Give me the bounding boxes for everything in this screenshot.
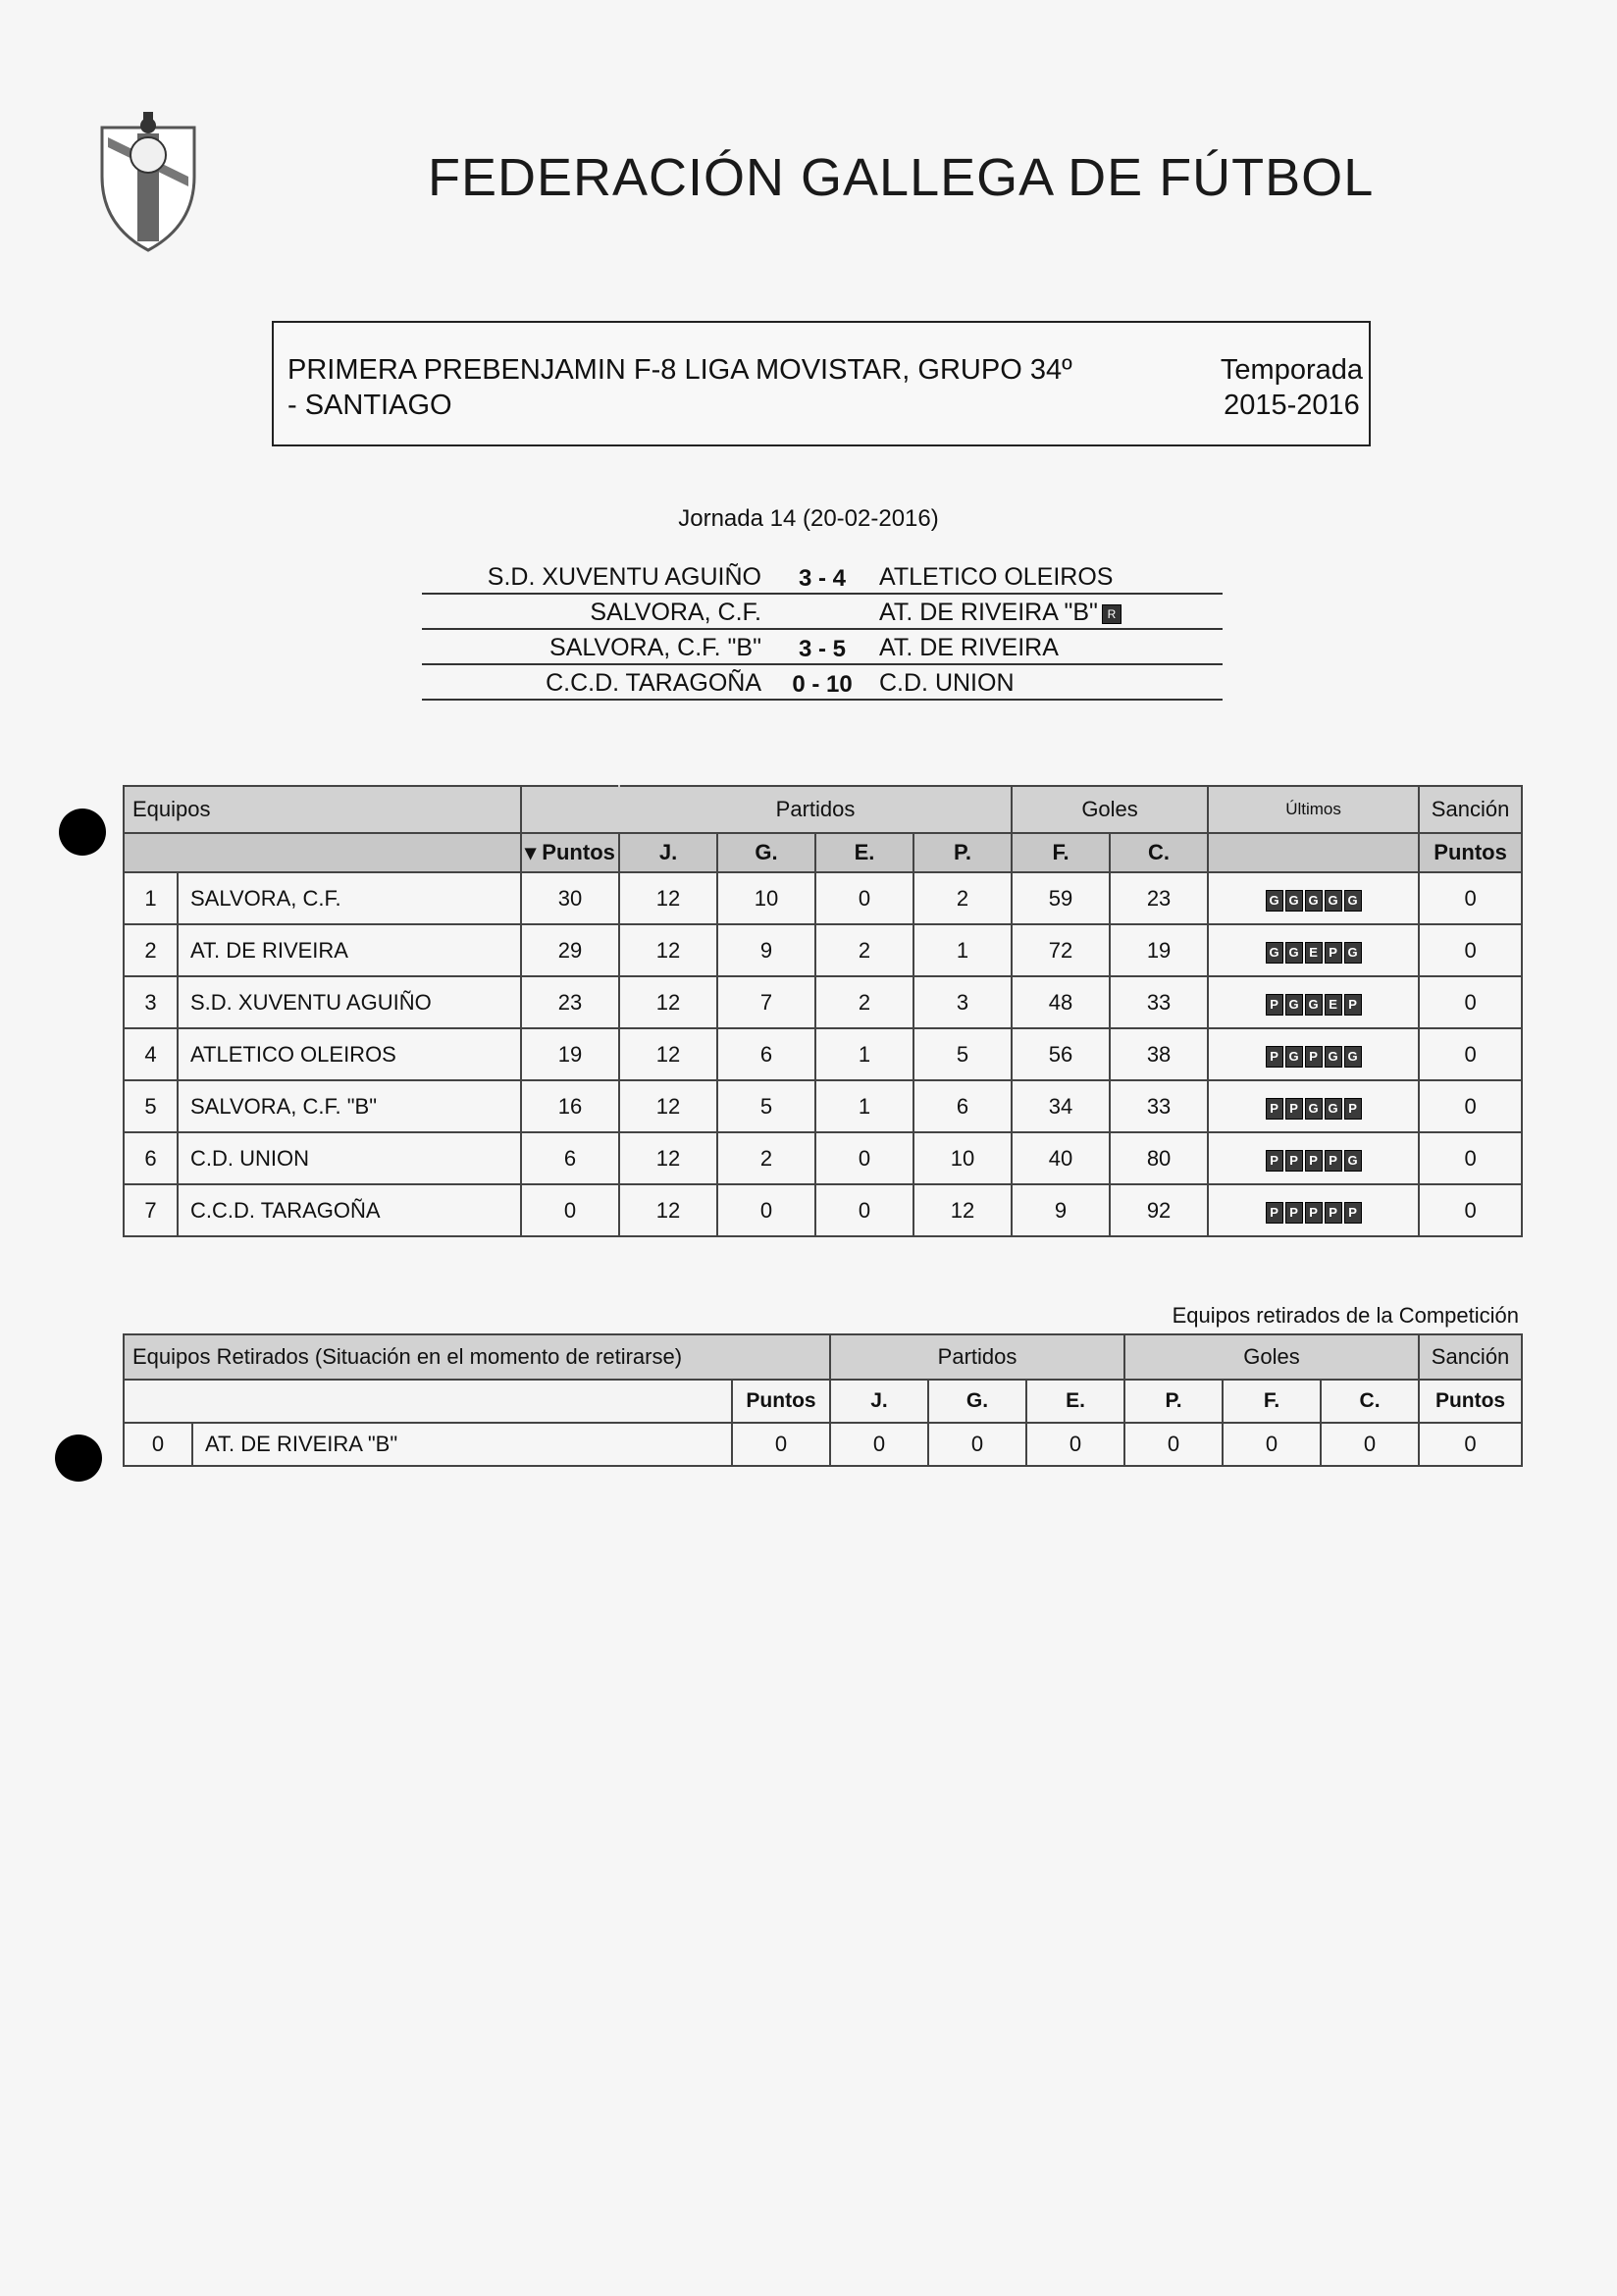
team-name: C.C.D. TARAGOÑA <box>178 1184 521 1236</box>
retired-team-name: AT. DE RIVEIRA "B" <box>192 1423 732 1466</box>
drawn: 0 <box>815 1184 913 1236</box>
retired-table <box>123 1333 1523 1467</box>
subheader-spacer <box>124 833 521 872</box>
result-chip: P <box>1325 1202 1342 1224</box>
table-row <box>124 1028 1522 1080</box>
retired-sanction-header: Sanción <box>1419 1334 1522 1380</box>
result-chip: P <box>1266 1202 1283 1224</box>
home-team: C.C.D. TARAGOÑA <box>546 669 761 697</box>
result-chip: G <box>1305 1098 1323 1120</box>
sanction-points: 0 <box>1419 1028 1522 1080</box>
result-chip: G <box>1305 994 1323 1016</box>
won: 10 <box>717 872 815 924</box>
result-chip: G <box>1344 1150 1362 1172</box>
lost: 12 <box>913 1184 1012 1236</box>
retired-sanction-points-column-header: Puntos <box>1419 1380 1522 1423</box>
points: 23 <box>521 976 619 1028</box>
table-row <box>124 872 1522 924</box>
retired-goals-for-column-header: F. <box>1223 1380 1321 1423</box>
goals-against: 33 <box>1110 1080 1208 1132</box>
last-results <box>1208 872 1419 924</box>
team-name: ATLETICO OLEIROS <box>178 1028 521 1080</box>
punch-hole <box>55 1435 102 1482</box>
goals-against-column-header: C. <box>1110 833 1208 872</box>
team-name: SALVORA, C.F. <box>178 872 521 924</box>
won: 6 <box>717 1028 815 1080</box>
lost-column-header: P. <box>913 833 1012 872</box>
result-chip: P <box>1344 1202 1362 1224</box>
played: 12 <box>619 976 717 1028</box>
header-spacer <box>521 786 619 833</box>
federation-logo <box>94 108 202 255</box>
goals-for: 34 <box>1012 1080 1110 1132</box>
home-team: S.D. XUVENTU AGUIÑO <box>487 563 761 591</box>
season-label: Temporada <box>1220 354 1363 386</box>
lost: 6 <box>913 1080 1012 1132</box>
away-team <box>879 599 1121 627</box>
result-chip: G <box>1285 942 1303 964</box>
retired-played: 0 <box>830 1423 928 1466</box>
retired-sanction: 0 <box>1419 1423 1522 1466</box>
last-results-header: Últimos <box>1208 786 1419 833</box>
result-chip: G <box>1305 890 1323 912</box>
lost: 2 <box>913 872 1012 924</box>
season <box>1221 352 1363 423</box>
away-team: ATLETICO OLEIROS <box>879 563 1114 591</box>
team-name: C.D. UNION <box>178 1132 521 1184</box>
goals-header: Goles <box>1012 786 1208 833</box>
last-results <box>1208 976 1419 1028</box>
result-chip: P <box>1344 1098 1362 1120</box>
result-chip: G <box>1325 890 1342 912</box>
won-column-header: G. <box>717 833 815 872</box>
retired-drawn: 0 <box>1026 1423 1124 1466</box>
competition-name-line1: PRIMERA PREBENJAMIN F-8 LIGA MOVISTAR, GRUPO 34º <box>287 354 1072 386</box>
sanction-points-column-header: Puntos <box>1419 833 1522 872</box>
page-title: FEDERACIÓN GALLEGA DE FÚTBOL <box>428 148 1375 207</box>
teams-header: Equipos <box>124 786 521 833</box>
retired-subheader-spacer <box>124 1380 732 1423</box>
last-results <box>1208 1080 1419 1132</box>
result-chip: P <box>1266 1150 1283 1172</box>
result-chip: G <box>1325 1098 1342 1120</box>
match-row <box>422 630 1223 665</box>
match-row <box>422 665 1223 701</box>
position: 1 <box>124 872 178 924</box>
goals-for-column-header: F. <box>1012 833 1110 872</box>
won: 9 <box>717 924 815 976</box>
points: 16 <box>521 1080 619 1132</box>
sanction-points: 0 <box>1419 976 1522 1028</box>
drawn: 2 <box>815 976 913 1028</box>
result-chip: P <box>1325 1150 1342 1172</box>
played: 12 <box>619 1028 717 1080</box>
points: 6 <box>521 1132 619 1184</box>
drawn: 1 <box>815 1080 913 1132</box>
result-chip: P <box>1266 1098 1283 1120</box>
result-chip: P <box>1266 1046 1283 1068</box>
standings-subheader-row <box>124 833 1522 872</box>
table-row <box>124 1184 1522 1236</box>
away-team: C.D. UNION <box>879 669 1015 697</box>
played: 12 <box>619 872 717 924</box>
table-row <box>124 1080 1522 1132</box>
result-chip: G <box>1285 994 1303 1016</box>
retired-played-column-header: J. <box>830 1380 928 1423</box>
goals-against: 19 <box>1110 924 1208 976</box>
sanction-points: 0 <box>1419 924 1522 976</box>
goals-for: 72 <box>1012 924 1110 976</box>
table-row <box>124 924 1522 976</box>
punch-hole <box>59 809 106 856</box>
result-chip: G <box>1266 942 1283 964</box>
match-row <box>422 595 1223 630</box>
result-chip: G <box>1344 1046 1362 1068</box>
result-chip: G <box>1325 1046 1342 1068</box>
competition-box <box>272 321 1371 446</box>
retired-goals-against: 0 <box>1321 1423 1419 1466</box>
sanction-points: 0 <box>1419 1184 1522 1236</box>
sanction-points: 0 <box>1419 1080 1522 1132</box>
retired-won-column-header: G. <box>928 1380 1026 1423</box>
result-chip: P <box>1305 1150 1323 1172</box>
points: 19 <box>521 1028 619 1080</box>
result-chip: P <box>1325 942 1342 964</box>
goals-against: 92 <box>1110 1184 1208 1236</box>
position: 5 <box>124 1080 178 1132</box>
points: 29 <box>521 924 619 976</box>
result-chip: G <box>1344 942 1362 964</box>
won: 5 <box>717 1080 815 1132</box>
lost: 3 <box>913 976 1012 1028</box>
competition-name <box>287 352 1092 423</box>
result-chip: G <box>1344 890 1362 912</box>
table-row <box>124 976 1522 1028</box>
retired-won: 0 <box>928 1423 1026 1466</box>
retired-row <box>124 1423 1522 1466</box>
sanction-points: 0 <box>1419 1132 1522 1184</box>
position: 3 <box>124 976 178 1028</box>
retired-position: 0 <box>124 1423 192 1466</box>
retired-note: Equipos retirados de la Competición <box>1172 1303 1519 1328</box>
match-score: 3 - 4 <box>798 565 847 592</box>
goals-for: 40 <box>1012 1132 1110 1184</box>
table-row <box>124 1132 1522 1184</box>
result-chip: G <box>1266 890 1283 912</box>
home-team: SALVORA, C.F. <box>590 599 761 626</box>
standings-header-row <box>124 786 1522 833</box>
drawn: 0 <box>815 872 913 924</box>
won: 0 <box>717 1184 815 1236</box>
played: 12 <box>619 1184 717 1236</box>
match-list <box>422 559 1223 701</box>
match-row <box>422 559 1223 595</box>
result-chip: E <box>1325 994 1342 1016</box>
retired-subheader-row <box>124 1380 1522 1423</box>
retired-points: 0 <box>732 1423 830 1466</box>
competition-name-line2: - SANTIAGO <box>287 390 452 421</box>
goals-against: 33 <box>1110 976 1208 1028</box>
result-chip: P <box>1305 1202 1323 1224</box>
match-score: 3 - 5 <box>798 636 847 662</box>
team-name: AT. DE RIVEIRA <box>178 924 521 976</box>
goals-against: 38 <box>1110 1028 1208 1080</box>
result-chip: P <box>1305 1046 1323 1068</box>
result-chip: P <box>1266 994 1283 1016</box>
points: 0 <box>521 1184 619 1236</box>
points: 30 <box>521 872 619 924</box>
result-chip: P <box>1285 1150 1303 1172</box>
result-chip: P <box>1344 994 1362 1016</box>
season-value: 2015-2016 <box>1224 390 1360 421</box>
retired-goals-header: Goles <box>1124 1334 1419 1380</box>
position: 6 <box>124 1132 178 1184</box>
retired-header-row <box>124 1334 1522 1380</box>
team-name: S.D. XUVENTU AGUIÑO <box>178 976 521 1028</box>
last-results <box>1208 924 1419 976</box>
result-chip: P <box>1285 1098 1303 1120</box>
retired-badge: R <box>1102 604 1121 624</box>
round-label: Jornada 14 (20-02-2016) <box>678 505 939 532</box>
result-chip: E <box>1305 942 1323 964</box>
lost: 1 <box>913 924 1012 976</box>
sanction-header: Sanción <box>1419 786 1522 833</box>
played: 12 <box>619 924 717 976</box>
won: 7 <box>717 976 815 1028</box>
retired-points-column-header: Puntos <box>732 1380 830 1423</box>
position: 2 <box>124 924 178 976</box>
last-results <box>1208 1028 1419 1080</box>
retired-teams-header: Equipos Retirados (Situación en el momento de retirarse) <box>124 1334 830 1380</box>
result-chip: G <box>1285 1046 1303 1068</box>
drawn: 1 <box>815 1028 913 1080</box>
points-column-header[interactable]: ▾ Puntos <box>521 833 619 872</box>
retired-drawn-column-header: E. <box>1026 1380 1124 1423</box>
last-results <box>1208 1184 1419 1236</box>
standings-body <box>124 872 1522 1236</box>
sanction-points: 0 <box>1419 872 1522 924</box>
lost: 10 <box>913 1132 1012 1184</box>
played: 12 <box>619 1132 717 1184</box>
standings-table <box>123 785 1523 1237</box>
drawn-column-header: E. <box>815 833 913 872</box>
retired-goals-for: 0 <box>1223 1423 1321 1466</box>
lost: 5 <box>913 1028 1012 1080</box>
last-results <box>1208 1132 1419 1184</box>
won: 2 <box>717 1132 815 1184</box>
retired-lost: 0 <box>1124 1423 1223 1466</box>
goals-for: 48 <box>1012 976 1110 1028</box>
match-score: 0 - 10 <box>792 671 853 698</box>
goals-against: 23 <box>1110 872 1208 924</box>
away-team: AT. DE RIVEIRA <box>879 634 1059 661</box>
home-team: SALVORA, C.F. "B" <box>549 634 761 661</box>
team-name: SALVORA, C.F. "B" <box>178 1080 521 1132</box>
position: 7 <box>124 1184 178 1236</box>
goals-for: 9 <box>1012 1184 1110 1236</box>
retired-goals-against-column-header: C. <box>1321 1380 1419 1423</box>
last-results-column-header <box>1208 833 1419 872</box>
retired-lost-column-header: P. <box>1124 1380 1223 1423</box>
retired-matches-header: Partidos <box>830 1334 1124 1380</box>
goals-for: 59 <box>1012 872 1110 924</box>
drawn: 2 <box>815 924 913 976</box>
position: 4 <box>124 1028 178 1080</box>
result-chip: G <box>1285 890 1303 912</box>
matches-header: Partidos <box>619 786 1012 833</box>
away-team-name: AT. DE RIVEIRA "B" <box>879 599 1098 626</box>
goals-against: 80 <box>1110 1132 1208 1184</box>
played-column-header: J. <box>619 833 717 872</box>
played: 12 <box>619 1080 717 1132</box>
goals-for: 56 <box>1012 1028 1110 1080</box>
result-chip: P <box>1285 1202 1303 1224</box>
drawn: 0 <box>815 1132 913 1184</box>
